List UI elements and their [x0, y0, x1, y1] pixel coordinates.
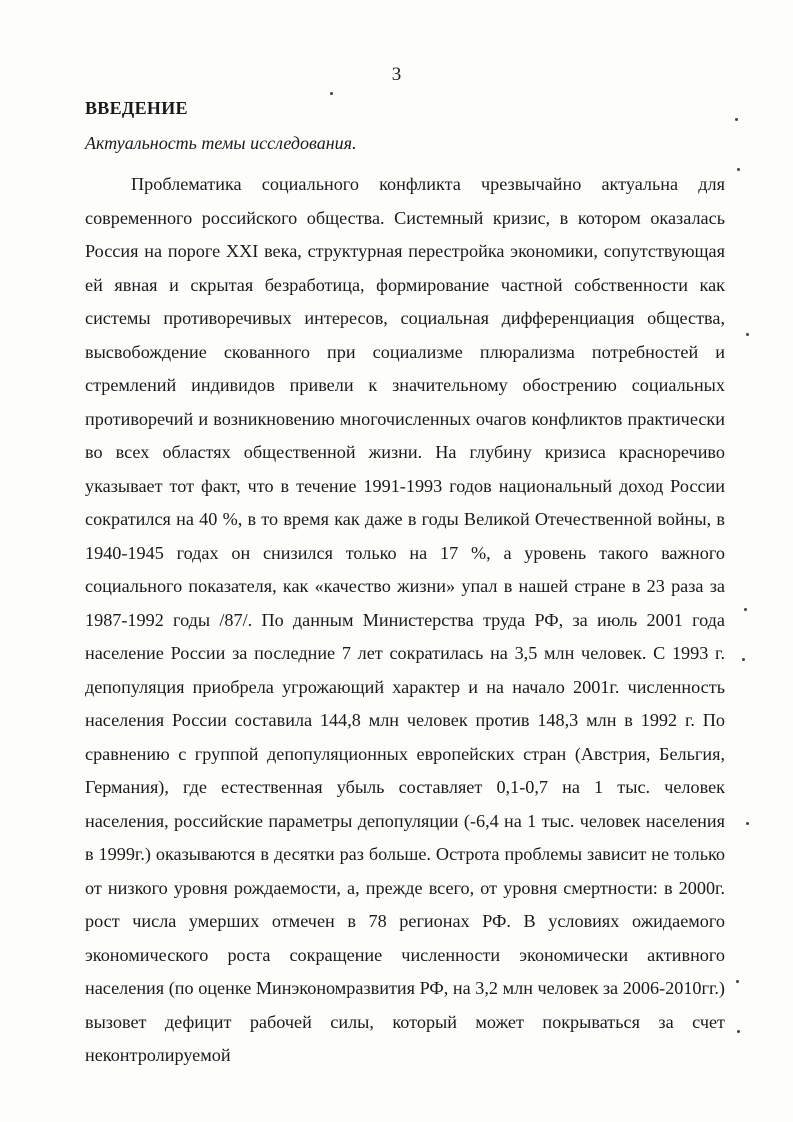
body-paragraph: Проблематика социального конфликта чрезвычайно актуальна для современного российского общества. Системный кризис, в котором оказалась Россия на пороге XXI века, структурная перестройка экономики, сопутствующая ей явная и скрытая безработица, формирование частной собственности как системы противоречивых интересов, социальная дифференциация общества, высвобождение скованного при социализме плюрализма потребностей и стремлений индивидов привели к значительному обострению социальных противоречий и возникновению многочисленных очагов конфликтов практически во всех областях общественной жизни. На глубину кризиса красноречиво указывает тот факт, что в течение 1991-1993 годов национальный доход России сократился на 40 %, в то время как даже в годы Великой Отечественной войны, в 1940-1945 годах он снизился только на 17 %, а уровень такого важного социального показателя, как «качество жизни» упал в нашей стране в 23 раза за 1987-1992 годы /87/. По данным Министерства труда РФ, за июль 2001 года население России за последние 7 лет сократилась на 3,5 млн человек. С 1993 г. депопуляция приобрела угрожающий характер и на начало 2001г. численность населения России составила 144,8 млн человек против 148,3 млн в 1992 г. По сравнению с группой депопуляционных европейских стран (Австрия, Бельгия, Германия), где естественная убыль составляет 0,1-0,7 на 1 тыс. человек населения, российские параметры депопуляции (-6,4 на 1 тыс. человек населения в 1999г.) оказываются в десятки раз больше. Острота проблемы зависит не только от низкого уровня рождаемости, а, прежде всего, от уровня смертности: в 2000г. рост числа умерших отмечен в 78 регионах РФ. В условиях ожидаемого экономического роста сокращение численности экономически активного населения (по оценке Минэкономразвития РФ, на 3,2 млн человек за 2006-2010гг.) вызовет дефицит рабочей силы, который может покрываться за счет неконтролируемой [85, 174, 725, 1065]
scan-speck [330, 92, 333, 95]
scan-speck [742, 658, 745, 661]
scan-speck [737, 168, 740, 171]
scan-speck [744, 608, 747, 611]
page-number: 3 [391, 64, 402, 85]
section-subheading: Актуальность темы исследования. [85, 133, 357, 153]
scan-speck [735, 118, 738, 121]
scan-speck [746, 333, 749, 336]
scan-speck [736, 980, 739, 983]
section-heading: ВВЕДЕНИЕ [85, 98, 188, 118]
scan-speck [737, 1030, 740, 1033]
scan-speck [746, 822, 749, 825]
